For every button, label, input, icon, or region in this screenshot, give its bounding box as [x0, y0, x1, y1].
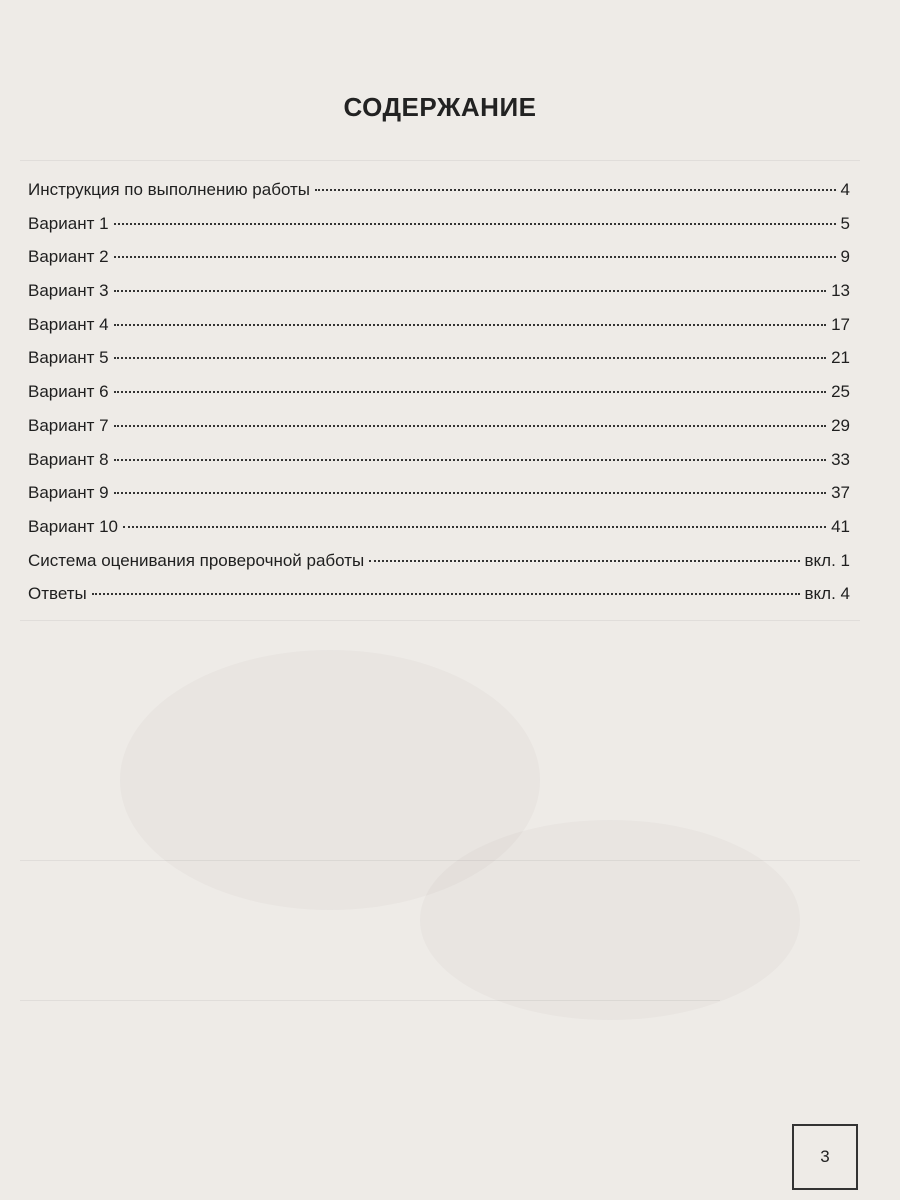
toc-entry-label: Вариант 10	[28, 516, 119, 536]
page-number-box	[792, 1124, 858, 1190]
toc-entry-variant-3[interactable]	[28, 281, 850, 315]
toc-entry-page: 21	[831, 348, 850, 368]
toc-entry-page: 17	[831, 314, 850, 334]
toc-entry-variant-4[interactable]	[28, 315, 850, 349]
toc-leader-dots	[114, 391, 827, 393]
page-number: 3	[820, 1147, 830, 1166]
toc-leader-dots	[92, 593, 800, 595]
toc-entry-page: вкл. 1	[804, 550, 850, 570]
toc-entry-variant-5[interactable]	[28, 348, 850, 382]
toc-entry-label: Вариант 9	[28, 483, 109, 503]
toc-entry-page: 33	[831, 449, 850, 469]
toc-entry-label: Вариант 2	[28, 247, 109, 267]
toc-leader-dots	[123, 526, 826, 528]
toc-entry-label: Инструкция по выполнению работы	[28, 180, 311, 199]
toc-entry-page: вкл. 4	[804, 584, 850, 604]
toc-entry-label: Вариант 7	[28, 415, 109, 435]
toc-entry-variant-7[interactable]	[28, 416, 850, 450]
toc-entry-label: Система оценивания проверочной работы	[28, 550, 365, 570]
toc-leader-dots	[114, 290, 827, 292]
bleed-line	[20, 620, 860, 621]
toc-entry-page: 25	[831, 382, 850, 402]
toc-entry-variant-6[interactable]	[28, 382, 850, 416]
bleed-line	[20, 1000, 720, 1001]
toc-entry-label: Вариант 3	[28, 281, 109, 301]
toc-entry-label: Вариант 6	[28, 382, 109, 402]
toc-entry-label: Вариант 5	[28, 348, 109, 368]
toc-entry-grading-system[interactable]	[28, 551, 850, 585]
page-title: СОДЕРЖАНИЕ	[343, 92, 537, 122]
toc-leader-dots	[369, 560, 799, 562]
paper-stain	[420, 820, 800, 1020]
toc-entry-variant-10[interactable]	[28, 517, 850, 551]
toc-entry-variant-1[interactable]	[28, 214, 850, 248]
toc-entry-page: 29	[831, 415, 850, 435]
toc-entry-variant-8[interactable]	[28, 450, 850, 484]
toc-entry-label: Ответы	[28, 584, 87, 604]
toc-leader-dots	[114, 459, 827, 461]
bleed-line	[20, 860, 860, 861]
toc-entry-page: 37	[831, 483, 850, 503]
toc-entry-answers[interactable]	[28, 584, 850, 618]
toc-leader-dots	[114, 223, 836, 225]
toc-leader-dots	[315, 189, 836, 191]
toc-entry-variant-9[interactable]	[28, 483, 850, 517]
toc-leader-dots	[114, 425, 827, 427]
bleed-line	[20, 160, 860, 161]
toc-entry-page: 9	[840, 247, 850, 267]
toc-entry-page: 41	[831, 516, 850, 536]
toc-entry-label: Вариант 1	[28, 213, 109, 233]
toc-entry-variant-2[interactable]	[28, 247, 850, 281]
toc-entry-label: Вариант 4	[28, 314, 109, 334]
toc-entry-label: Вариант 8	[28, 449, 109, 469]
toc-leader-dots	[114, 324, 827, 326]
toc-entry-page: 5	[840, 213, 850, 233]
toc-entry-page: 13	[831, 281, 850, 301]
toc-entry-page: 4	[840, 180, 850, 199]
table-of-contents	[28, 180, 850, 618]
toc-entry-instructions[interactable]	[28, 180, 850, 214]
toc-leader-dots	[114, 492, 827, 494]
toc-leader-dots	[114, 357, 827, 359]
toc-leader-dots	[114, 256, 836, 258]
